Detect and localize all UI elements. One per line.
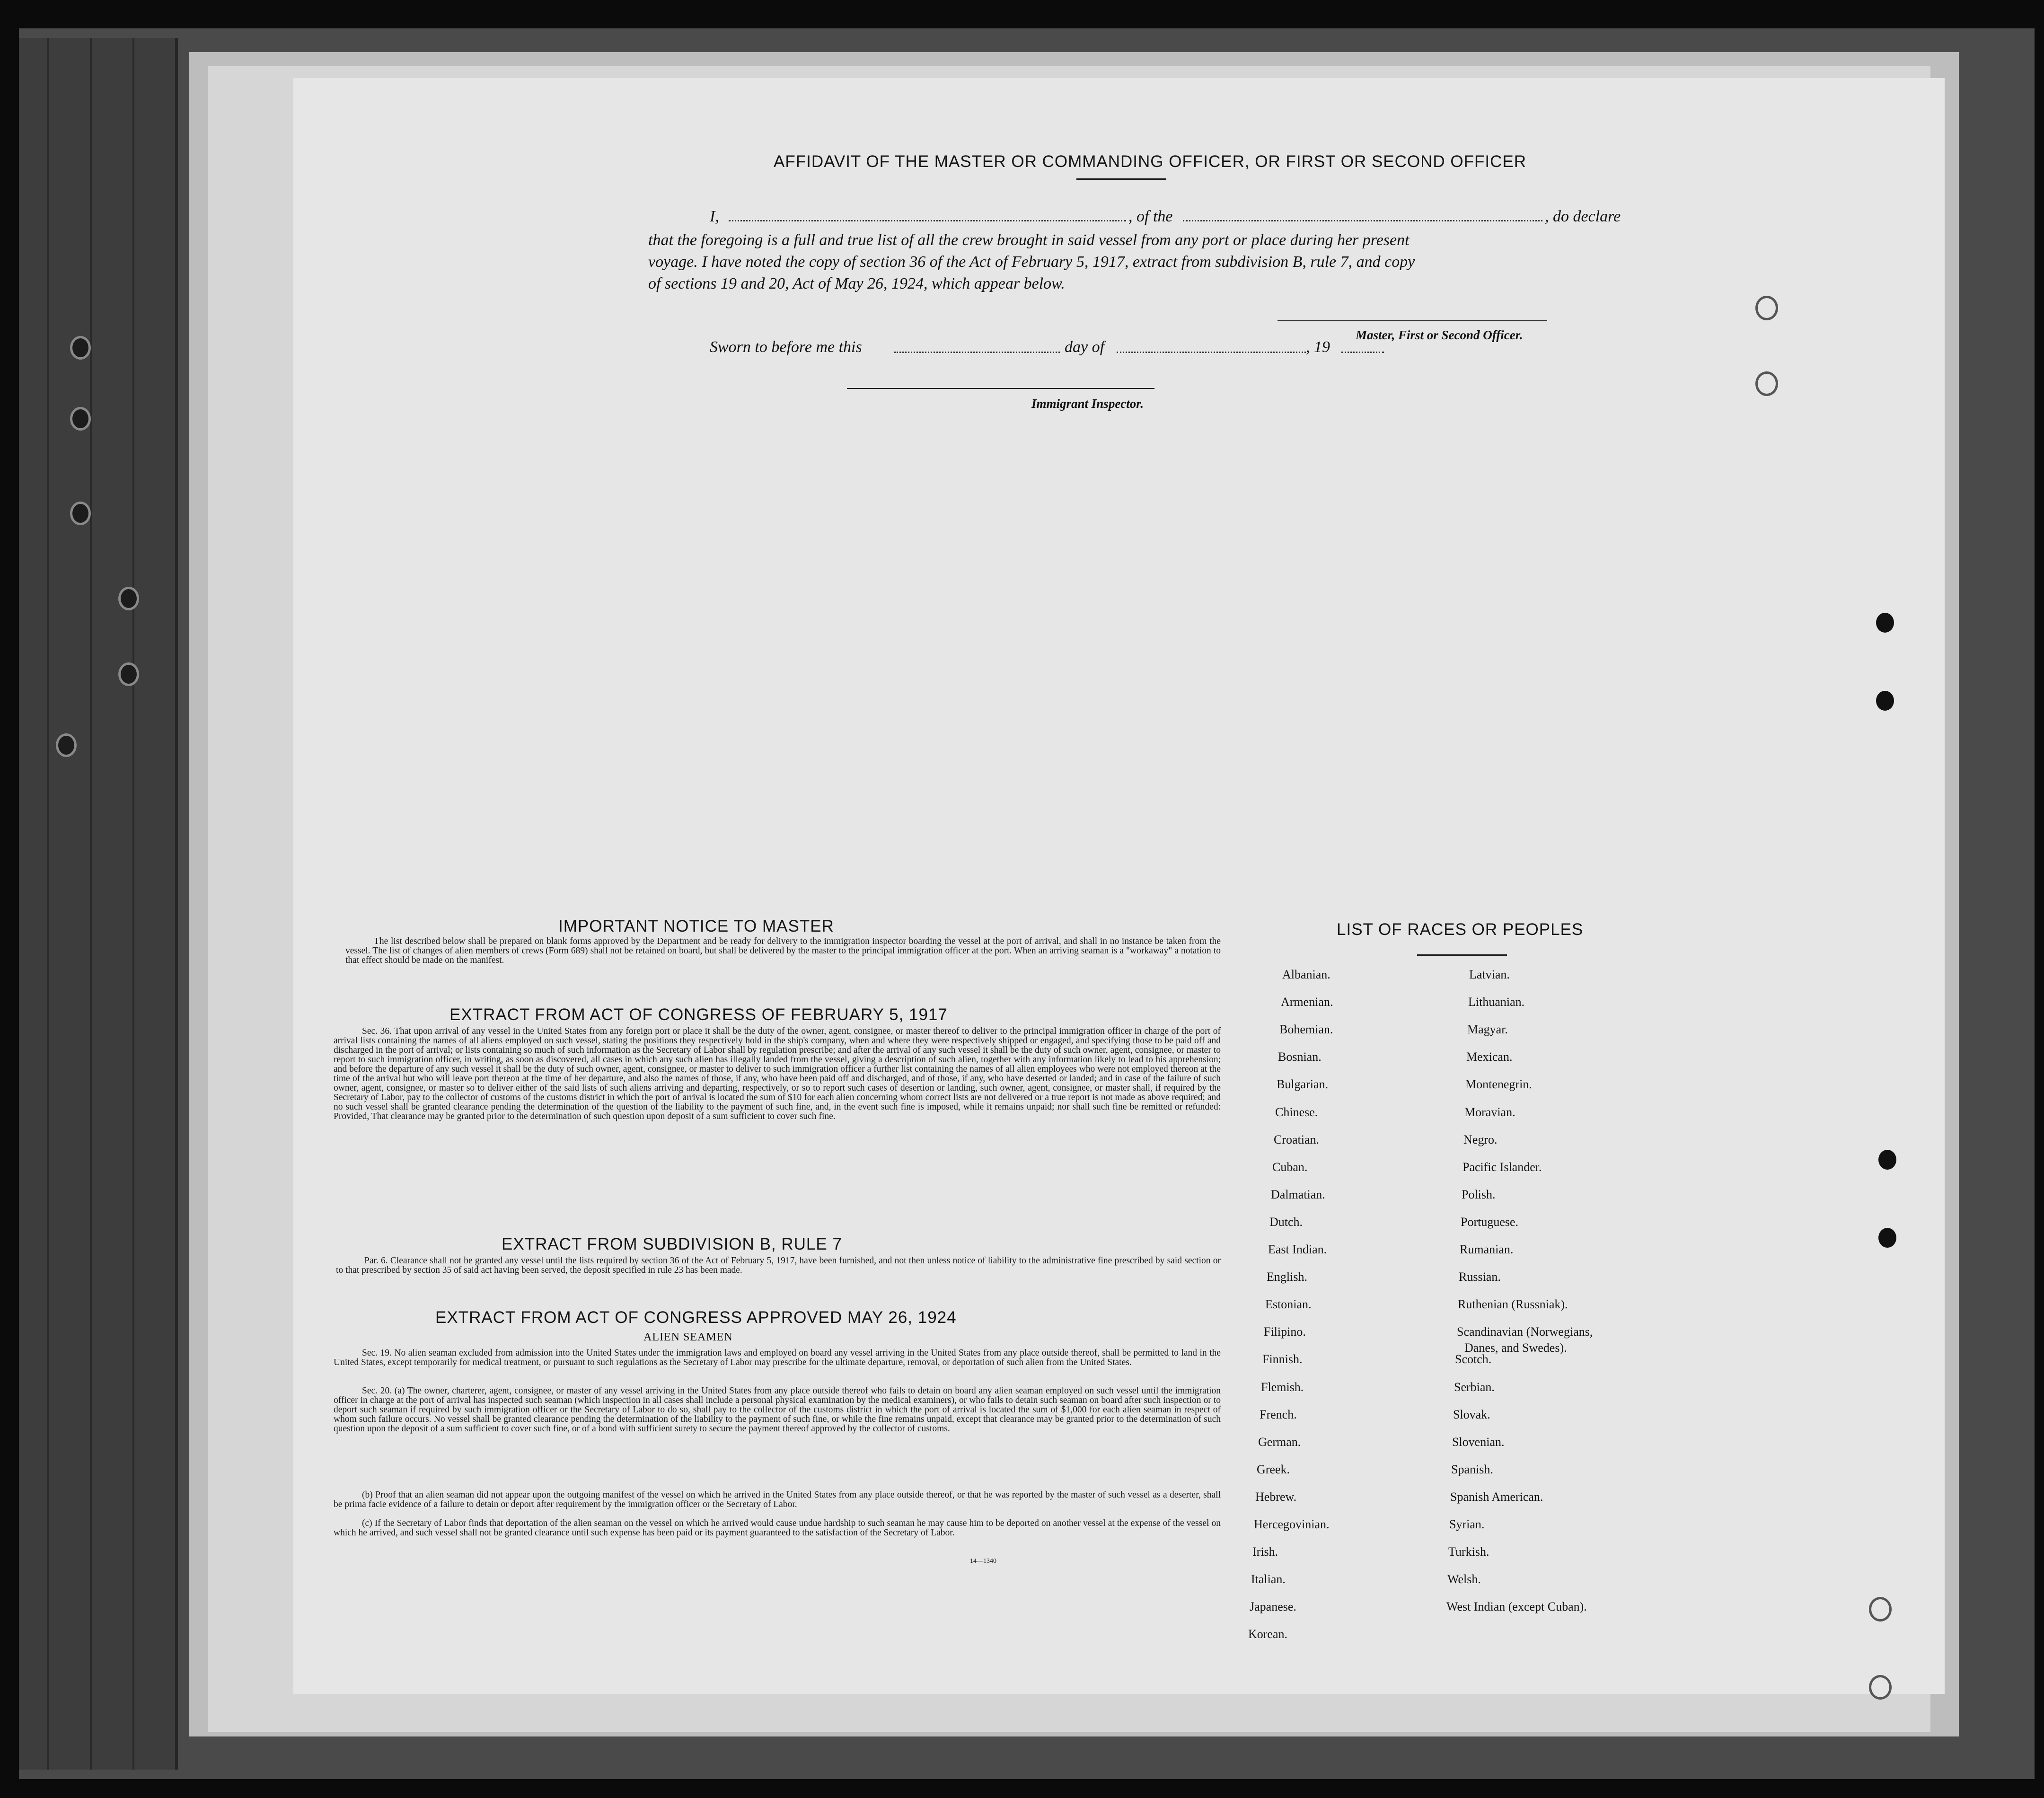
punch-hole — [1869, 1675, 1892, 1700]
notice-body: The list described below shall be prepared on blank forms approved by the Department and be ready for delivery to the immigration inspector boarding the vessel at the port of arrival, and shall in no instance be taken from the vessel. The list of changes of alien members of crews (Form 689) shall not be retained on board, but shall be delivered by the master to the principal immigration officer at the port. When an arriving seaman is a "workaway" a notation to that effect should be made on the manifest. — [345, 936, 1221, 965]
sworn-year: , 19 — [1306, 338, 1330, 356]
punch-hole — [1755, 371, 1778, 396]
extract-rule7-body: Par. 6. Clearance shall not be granted any vessel until the lists required by section 36 of the Act of February 5, 1917, have been furnished, and not then unless notice of liability to the administrative fine prescribed by said section or to that prescribed by section 35 of said act having been served, the deposit specified in rule 23 has been made. — [336, 1256, 1221, 1275]
left-binder-leaf — [19, 38, 178, 1770]
race-item: Slovak. — [1453, 1407, 1490, 1421]
extract-1924-subtitle: ALIEN SEAMEN — [643, 1331, 733, 1343]
race-item: Mexican. — [1466, 1050, 1513, 1064]
race-item: Dutch. — [1269, 1215, 1303, 1229]
affidavit-line1-declare: , do declare — [1545, 208, 1621, 225]
race-item: Japanese. — [1250, 1600, 1296, 1614]
race-item: English. — [1267, 1270, 1307, 1284]
race-item: Filipino. — [1264, 1325, 1306, 1339]
punch-hole — [1876, 613, 1894, 633]
race-item: Turkish. — [1448, 1545, 1489, 1559]
extract-1924-sec20c: (c) If the Secretary of Labor finds that deportation of the alien seaman on the vessel on which he arrived would cause undue hardship to such seaman he may cause him to be deported on another vessel at the expense of the vessel on which he arrived, and such vessel shall not be granted clearance until such expense has been paid or its payment guaranteed to the satisfaction of the Secretary of Labor. — [334, 1518, 1221, 1538]
extract-rule7-title: EXTRACT FROM SUBDIVISION B, RULE 7 — [502, 1235, 842, 1253]
race-item: Portuguese. — [1461, 1215, 1519, 1229]
race-item: French. — [1260, 1407, 1297, 1421]
sworn-month-blank — [1117, 352, 1306, 353]
sworn-day-blank — [894, 352, 1060, 353]
race-item: Scandinavian (Norwegians, — [1457, 1325, 1593, 1339]
binder-hole — [56, 733, 77, 757]
binder-hole — [70, 502, 91, 525]
race-item: Polish. — [1462, 1187, 1496, 1201]
vessel-blank — [1183, 220, 1542, 221]
race-item: Latvian. — [1469, 968, 1510, 981]
race-item: East Indian. — [1268, 1243, 1327, 1256]
punch-hole — [1878, 1228, 1896, 1248]
form-number: 14—1340 — [970, 1558, 996, 1565]
affidavit-line4: of sections 19 and 20, Act of May 26, 1924, which appear below. — [648, 275, 1065, 292]
extract-1924-title: EXTRACT FROM ACT OF CONGRESS APPROVED MAY 26, 1924 — [435, 1308, 957, 1327]
race-item: Negro. — [1463, 1132, 1498, 1146]
race-item: Hebrew. — [1255, 1490, 1297, 1504]
race-item: Albanian. — [1282, 968, 1330, 981]
race-item: Cuban. — [1272, 1160, 1308, 1174]
sworn-year-blank — [1341, 352, 1384, 353]
race-item: Finnish. — [1262, 1352, 1303, 1366]
punch-hole — [1878, 1150, 1896, 1170]
races-title: LIST OF RACES OR PEOPLES — [1337, 920, 1584, 939]
race-item: Montenegrin. — [1465, 1077, 1532, 1092]
sworn-prefix: Sworn to before me this — [710, 338, 862, 356]
race-item: Hercegovinian. — [1254, 1517, 1330, 1531]
race-item: Spanish American. — [1450, 1490, 1543, 1504]
binder-hole — [118, 662, 139, 686]
affidavit-line2: that the foregoing is a full and true list of all the crew brought in said vessel from any port or place during her present — [648, 231, 1410, 249]
race-item: Bulgarian. — [1277, 1077, 1329, 1092]
race-item: Flemish. — [1261, 1380, 1304, 1394]
punch-hole — [1876, 691, 1894, 711]
race-item: Bosnian. — [1278, 1050, 1322, 1064]
sworn-day-of: day of — [1065, 338, 1105, 356]
race-item: Spanish. — [1451, 1462, 1493, 1476]
binder-hole — [70, 407, 91, 431]
race-item: Bohemian. — [1279, 1022, 1333, 1037]
race-item: Scotch. — [1455, 1352, 1492, 1366]
race-item: Croatian. — [1274, 1132, 1320, 1146]
race-item: German. — [1258, 1435, 1301, 1449]
extract-1924-sec19: Sec. 19. No alien seaman excluded from admission into the United States under the immigration laws and employed on board any vessel arriving in the United States from any place outside thereof, shall be permitted to land in the United States, except temporarily for medical treatment, or pursuant to such regulations as the Secretary of Labor may prescribe for the ultimate departure, removal, or deportation of such alien from the United States. — [334, 1348, 1221, 1367]
race-item: West Indian (except Cuban). — [1446, 1600, 1587, 1614]
race-item: Armenian. — [1281, 995, 1333, 1009]
race-item: Irish. — [1252, 1545, 1278, 1559]
race-item: Estonian. — [1265, 1297, 1312, 1312]
race-item: Chinese. — [1275, 1105, 1318, 1119]
affidavit-title: AFFIDAVIT OF THE MASTER OR COMMANDING OFFICER, OR FIRST OR SECOND OFFICER — [774, 152, 1527, 171]
race-item: Ruthenian (Russniak). — [1458, 1297, 1568, 1312]
race-item: Korean. — [1248, 1627, 1288, 1641]
affidavit-line3: voyage. I have noted the copy of section 36 of the Act of February 5, 1917, extract from subdivision B, rule 7, and copy — [648, 253, 1415, 271]
signature-line — [1278, 320, 1547, 321]
race-item: Danes, and Swedes). — [1464, 1341, 1567, 1355]
inspector-line — [847, 388, 1154, 389]
punch-hole — [1755, 296, 1778, 320]
races-title-underline — [1417, 954, 1507, 956]
race-item: Welsh. — [1447, 1572, 1481, 1586]
binder-hole — [70, 336, 91, 360]
race-item: Moravian. — [1464, 1105, 1515, 1119]
race-item: Greek. — [1257, 1462, 1290, 1476]
race-item: Magyar. — [1467, 1022, 1508, 1037]
race-item: Serbian. — [1454, 1380, 1495, 1394]
race-item: Dalmatian. — [1271, 1187, 1325, 1201]
extract-1924-sec20b: (b) Proof that an alien seaman did not appear upon the outgoing manifest of the vessel on which he arrived in the United States from any place outside thereof, or that he was reported by the master of such vessel as a deserter, shall be prima facie evidence of a failure to detain or deport after requirement by the immigration officer or the Secretary of Labor. — [334, 1490, 1221, 1509]
title-underline — [1076, 178, 1166, 180]
race-item: Lithuanian. — [1468, 995, 1525, 1009]
affidavit-line1-of-the: , of the — [1128, 208, 1173, 225]
race-item: Italian. — [1251, 1572, 1286, 1586]
extract-1924-sec20a: Sec. 20. (a) The owner, charterer, agent, consignee, or master of any vessel arriving in the United States from any place outside thereof who fails to detain on board any alien seaman employed on such vessel until the immigration officer in charge at the port of arrival has inspected such seaman (which inspection in all cases shall include a personal physical examination by the medical examiners), or who fails to detain such seaman on board after such inspection or to deport such seaman if required by such immigration officer or the Secretary of Labor to do so, shall pay to the collector of the customs district in which the port of arrival is located the sum of $1,000 for each alien seaman in respect of whom such failure occurs. No vessel shall be granted clearance pending the determination of the liability to the payment of such fine, or while the fine remains unpaid, except that clearance may be granted prior to the determination of such question upon the deposit of a sum sufficient to cover such fine, or of a bond with sufficient surety to secure the payment thereof approved by the collector of customs. — [334, 1386, 1221, 1434]
signature-caption: Master, First or Second Officer. — [1356, 328, 1523, 342]
notice-title: IMPORTANT NOTICE TO MASTER — [558, 917, 834, 935]
binder-hole — [118, 587, 139, 610]
extract-1917-body: Sec. 36. That upon arrival of any vessel in the United States from any foreign port or place it shall be the duty of the owner, agent, consignee, or master thereof to deliver to the principal immigration officer in charge of the port of arrival lists containing the names of all aliens employed on such vessel, stating the positions they respectively hold in the ship's company, when and where they were respectively shipped or engaged, and specifying those to be paid off and discharged in the port of arrival; or lists containing so much of such information as the Secretary of Labor shall by regulation prescribe; and after the arrival of any such vessel it shall be the duty of such owner, agent, consignee, or master to report to such immigration officer, in writing, as soon as discovered, all cases in which any such alien has illegally landed from the vessel, giving a description of such alien, together with any information likely to lead to his apprehension; and before the departure of any such vessel it shall be the duty of such owner, agent, consignee, or master to deliver to such immigration officer a further list containing the names of all alien employees who were not employed thereon at the time of the arrival but who will leave port thereon at the time of her departure, and also the names of those, if any, who have been paid off and discharged, and of those, if any, who have deserted or landed; and in case of the failure of such owner, agent, consignee, or master so to deliver either of the said lists of such aliens arriving and departing, respectively, or so to report such cases of desertion or landing, such owner, agent, consignee, or master shall, if required by the Secretary of Labor, pay to the collector of customs of the customs district in which the port of arrival is located the sum of $10 for each alien concerning whom correct lists are not delivered or a true report is not made as above required; and no such vessel shall be granted clearance pending the determination of the question of the liability to the payment of such fine, and, in the event such fine is imposed, while it remains unpaid; nor shall such fine be remitted or refunded: Provided, That clearance may be granted prior to the determination of such question upon deposit of a sum sufficient to cover such fine. — [334, 1026, 1221, 1121]
punch-hole — [1869, 1597, 1892, 1622]
race-item: Russian. — [1459, 1270, 1501, 1284]
document-page — [293, 78, 1945, 1694]
extract-1917-title: EXTRACT FROM ACT OF CONGRESS OF FEBRUARY 5, 1917 — [449, 1005, 948, 1024]
race-item: Syrian. — [1449, 1517, 1485, 1531]
race-item: Pacific Islander. — [1463, 1160, 1542, 1174]
name-blank — [729, 220, 1126, 221]
race-item: Rumanian. — [1460, 1243, 1514, 1256]
inspector-caption: Immigrant Inspector. — [1031, 397, 1144, 411]
affidavit-line1-i: I, — [710, 208, 719, 225]
race-item: Slovenian. — [1452, 1435, 1505, 1449]
